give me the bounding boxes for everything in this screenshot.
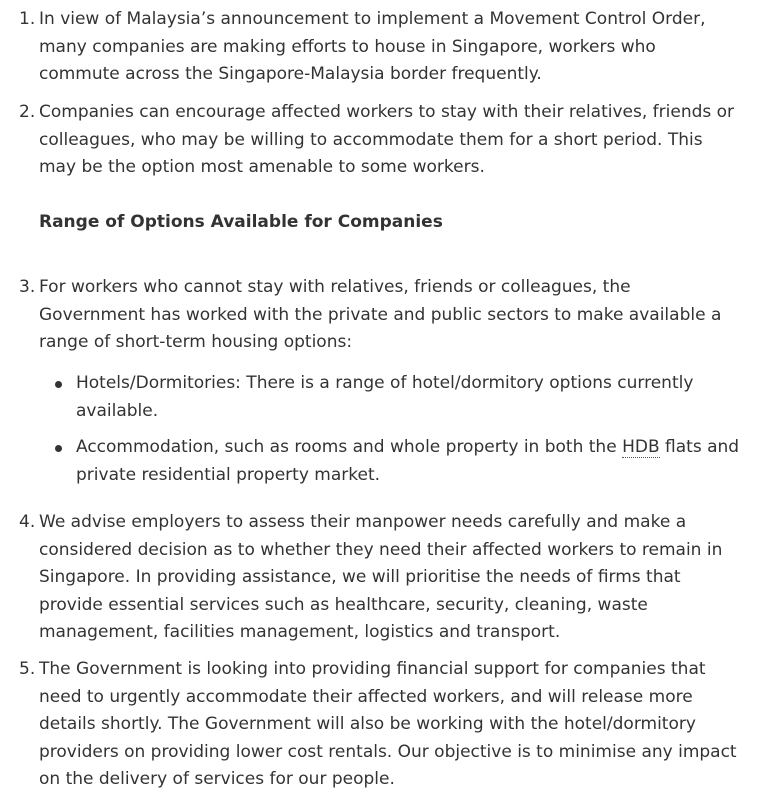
list-item-1 [0, 6, 740, 89]
bullet-dot [55, 381, 62, 388]
bullet-text-after: flats and private residential property market. [76, 437, 740, 485]
item-number: 3. [19, 277, 36, 297]
bullet-dot [55, 445, 62, 452]
hdb-abbreviation[interactable]: HDB [622, 437, 660, 457]
item-number: 5. [19, 659, 36, 679]
item-text: We advise employers to assess their manpower needs carefully and make a considered decision as to whether they need their affected workers to remain in Singapore. In providing assistance, we will prioritise the needs of firms that provide essential services such as healthcare, security, cleaning, waste management, facilities management, logistics and transport. [39, 512, 723, 642]
item-text: Companies can encourage affected workers to stay with their relatives, friends or colleagues, who may be willing to accommodate them for a short period. This may be the option most amenable to some workers. [39, 102, 735, 177]
bullet-text: Hotels/Dormitories: There is a range of hotel/dormitory options currently available. [76, 373, 694, 421]
list-item-4 [0, 509, 740, 647]
bullet-item-2 [0, 434, 740, 489]
bullet-item-1 [0, 370, 740, 425]
list-item-2 [0, 99, 740, 182]
list-item-3 [0, 274, 740, 357]
bullet-text [76, 434, 740, 489]
bullet-text-before: Accommodation, such as rooms and whole property in both the [76, 437, 623, 457]
item-number: 2. [19, 102, 36, 122]
item-text: For workers who cannot stay with relatives, friends or colleagues, the Government has worked with the private and public sectors to make available a range of short-term housing options: [39, 277, 722, 352]
list-item-5 [0, 656, 740, 794]
item-text: In view of Malaysia’s announcement to implement a Movement Control Order, many companies are making efforts to house in Singapore, workers who commute across the Singapore-Malaysia border frequently. [39, 9, 706, 84]
section-heading: Range of Options Available for Companies [39, 212, 443, 232]
item-number: 4. [19, 512, 36, 532]
item-text: The Government is looking into providing financial support for companies that need to urgently accommodate their affected workers, and will release more details shortly. The Government will also be working with the hotel/dormitory providers on providing lower cost rentals. Our objective is to minimise any impact on the delivery of services for our people. [39, 659, 737, 789]
item-number: 1. [19, 9, 36, 29]
